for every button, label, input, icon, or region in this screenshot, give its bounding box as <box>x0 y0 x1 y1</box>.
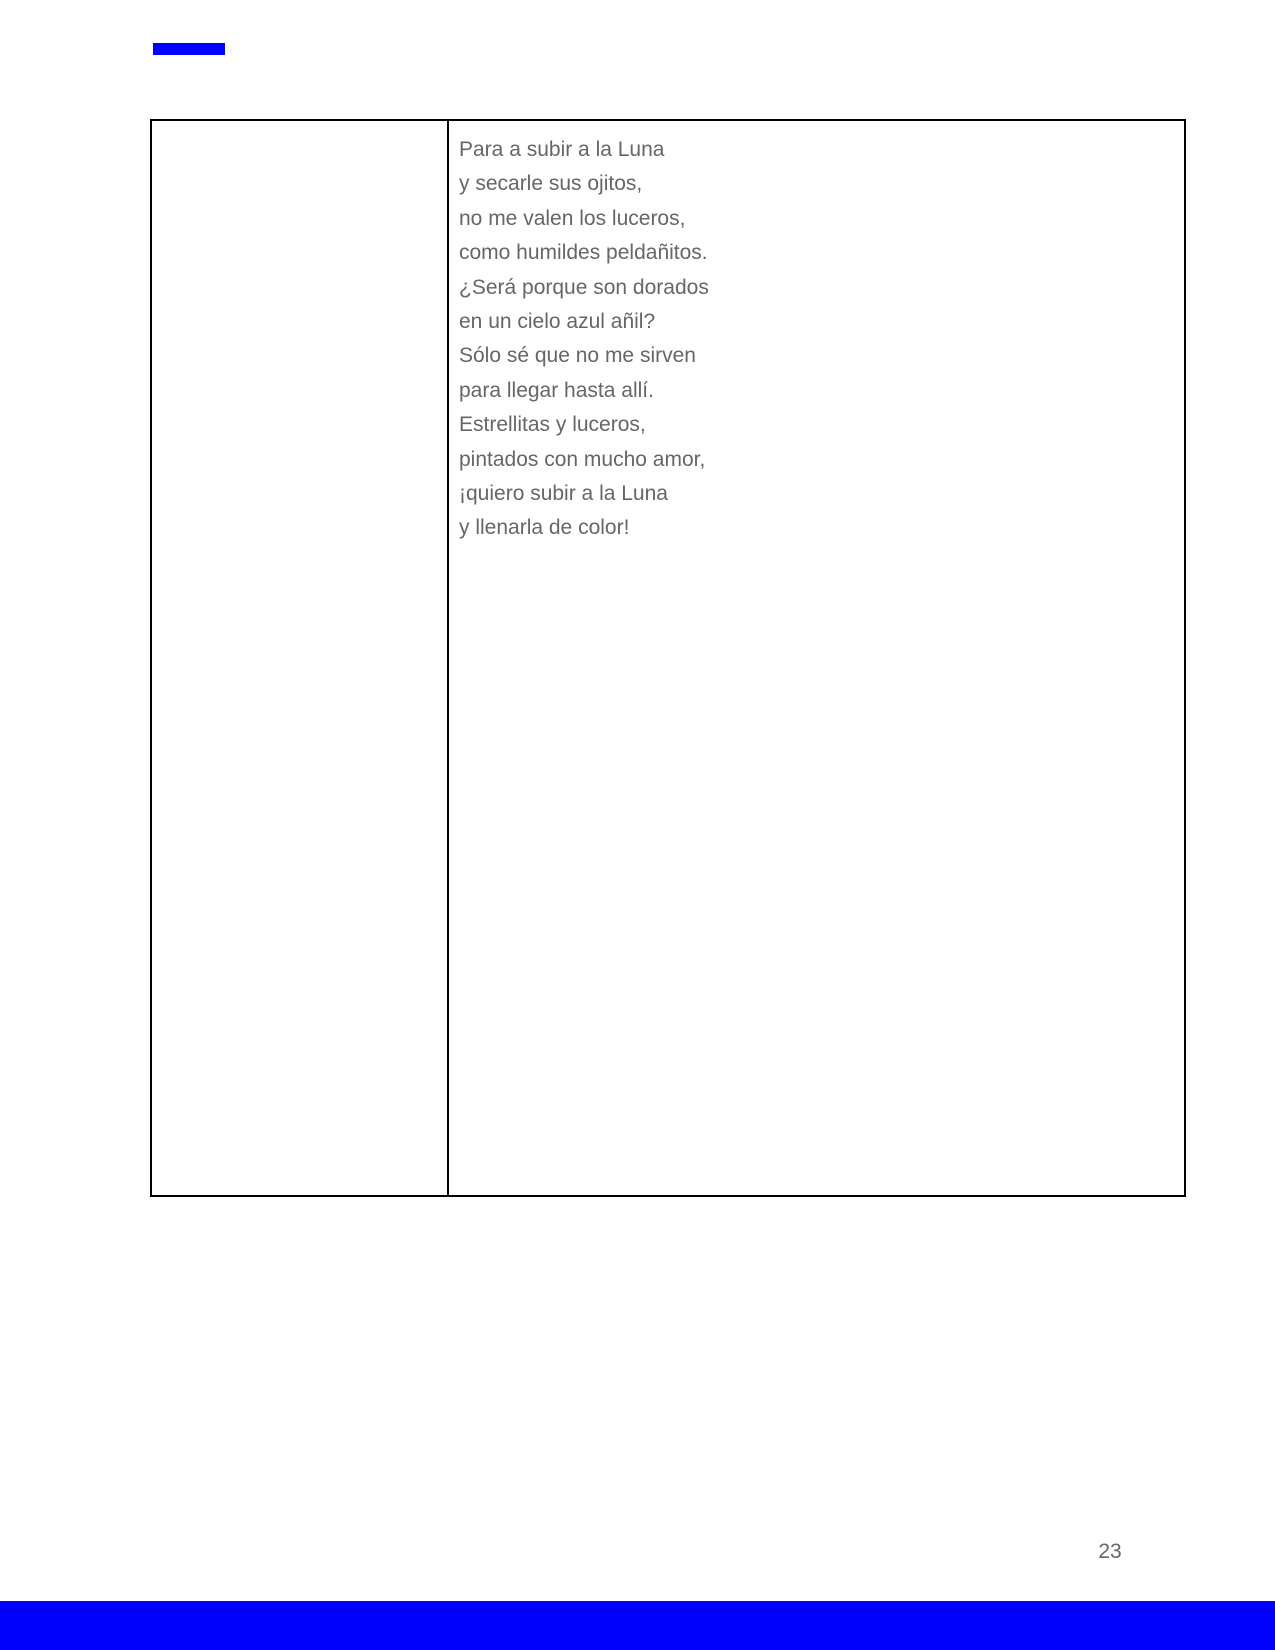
poem-line: y llenarla de color! <box>459 516 630 540</box>
poem-line: para llegar hasta allí. <box>459 378 654 402</box>
poem-line: ¡quiero subir a la Luna <box>459 482 668 506</box>
content-table <box>150 119 1186 1197</box>
header-accent-bar <box>153 43 225 55</box>
poem-line: no me valen los luceros, <box>459 206 686 230</box>
poem-line: en un cielo azul añil? <box>459 310 656 334</box>
poem-line: y secarle sus ojitos, <box>459 172 643 196</box>
poem-line: Sólo sé que no me sirven <box>459 344 696 368</box>
table-right-cell <box>449 121 1184 1195</box>
table-left-cell <box>152 121 449 1195</box>
poem-line: Para a subir a la Luna <box>459 138 665 161</box>
poem-line: pintados con mucho amor, <box>459 447 706 471</box>
footer-accent-bar <box>0 1601 1275 1650</box>
poem-line: Estrellitas y luceros, <box>459 413 646 437</box>
poem-line: como humildes peldañitos. <box>459 241 708 265</box>
page-number: 23 <box>1098 1540 1122 1563</box>
poem-line: ¿Será porque son dorados <box>459 275 709 299</box>
